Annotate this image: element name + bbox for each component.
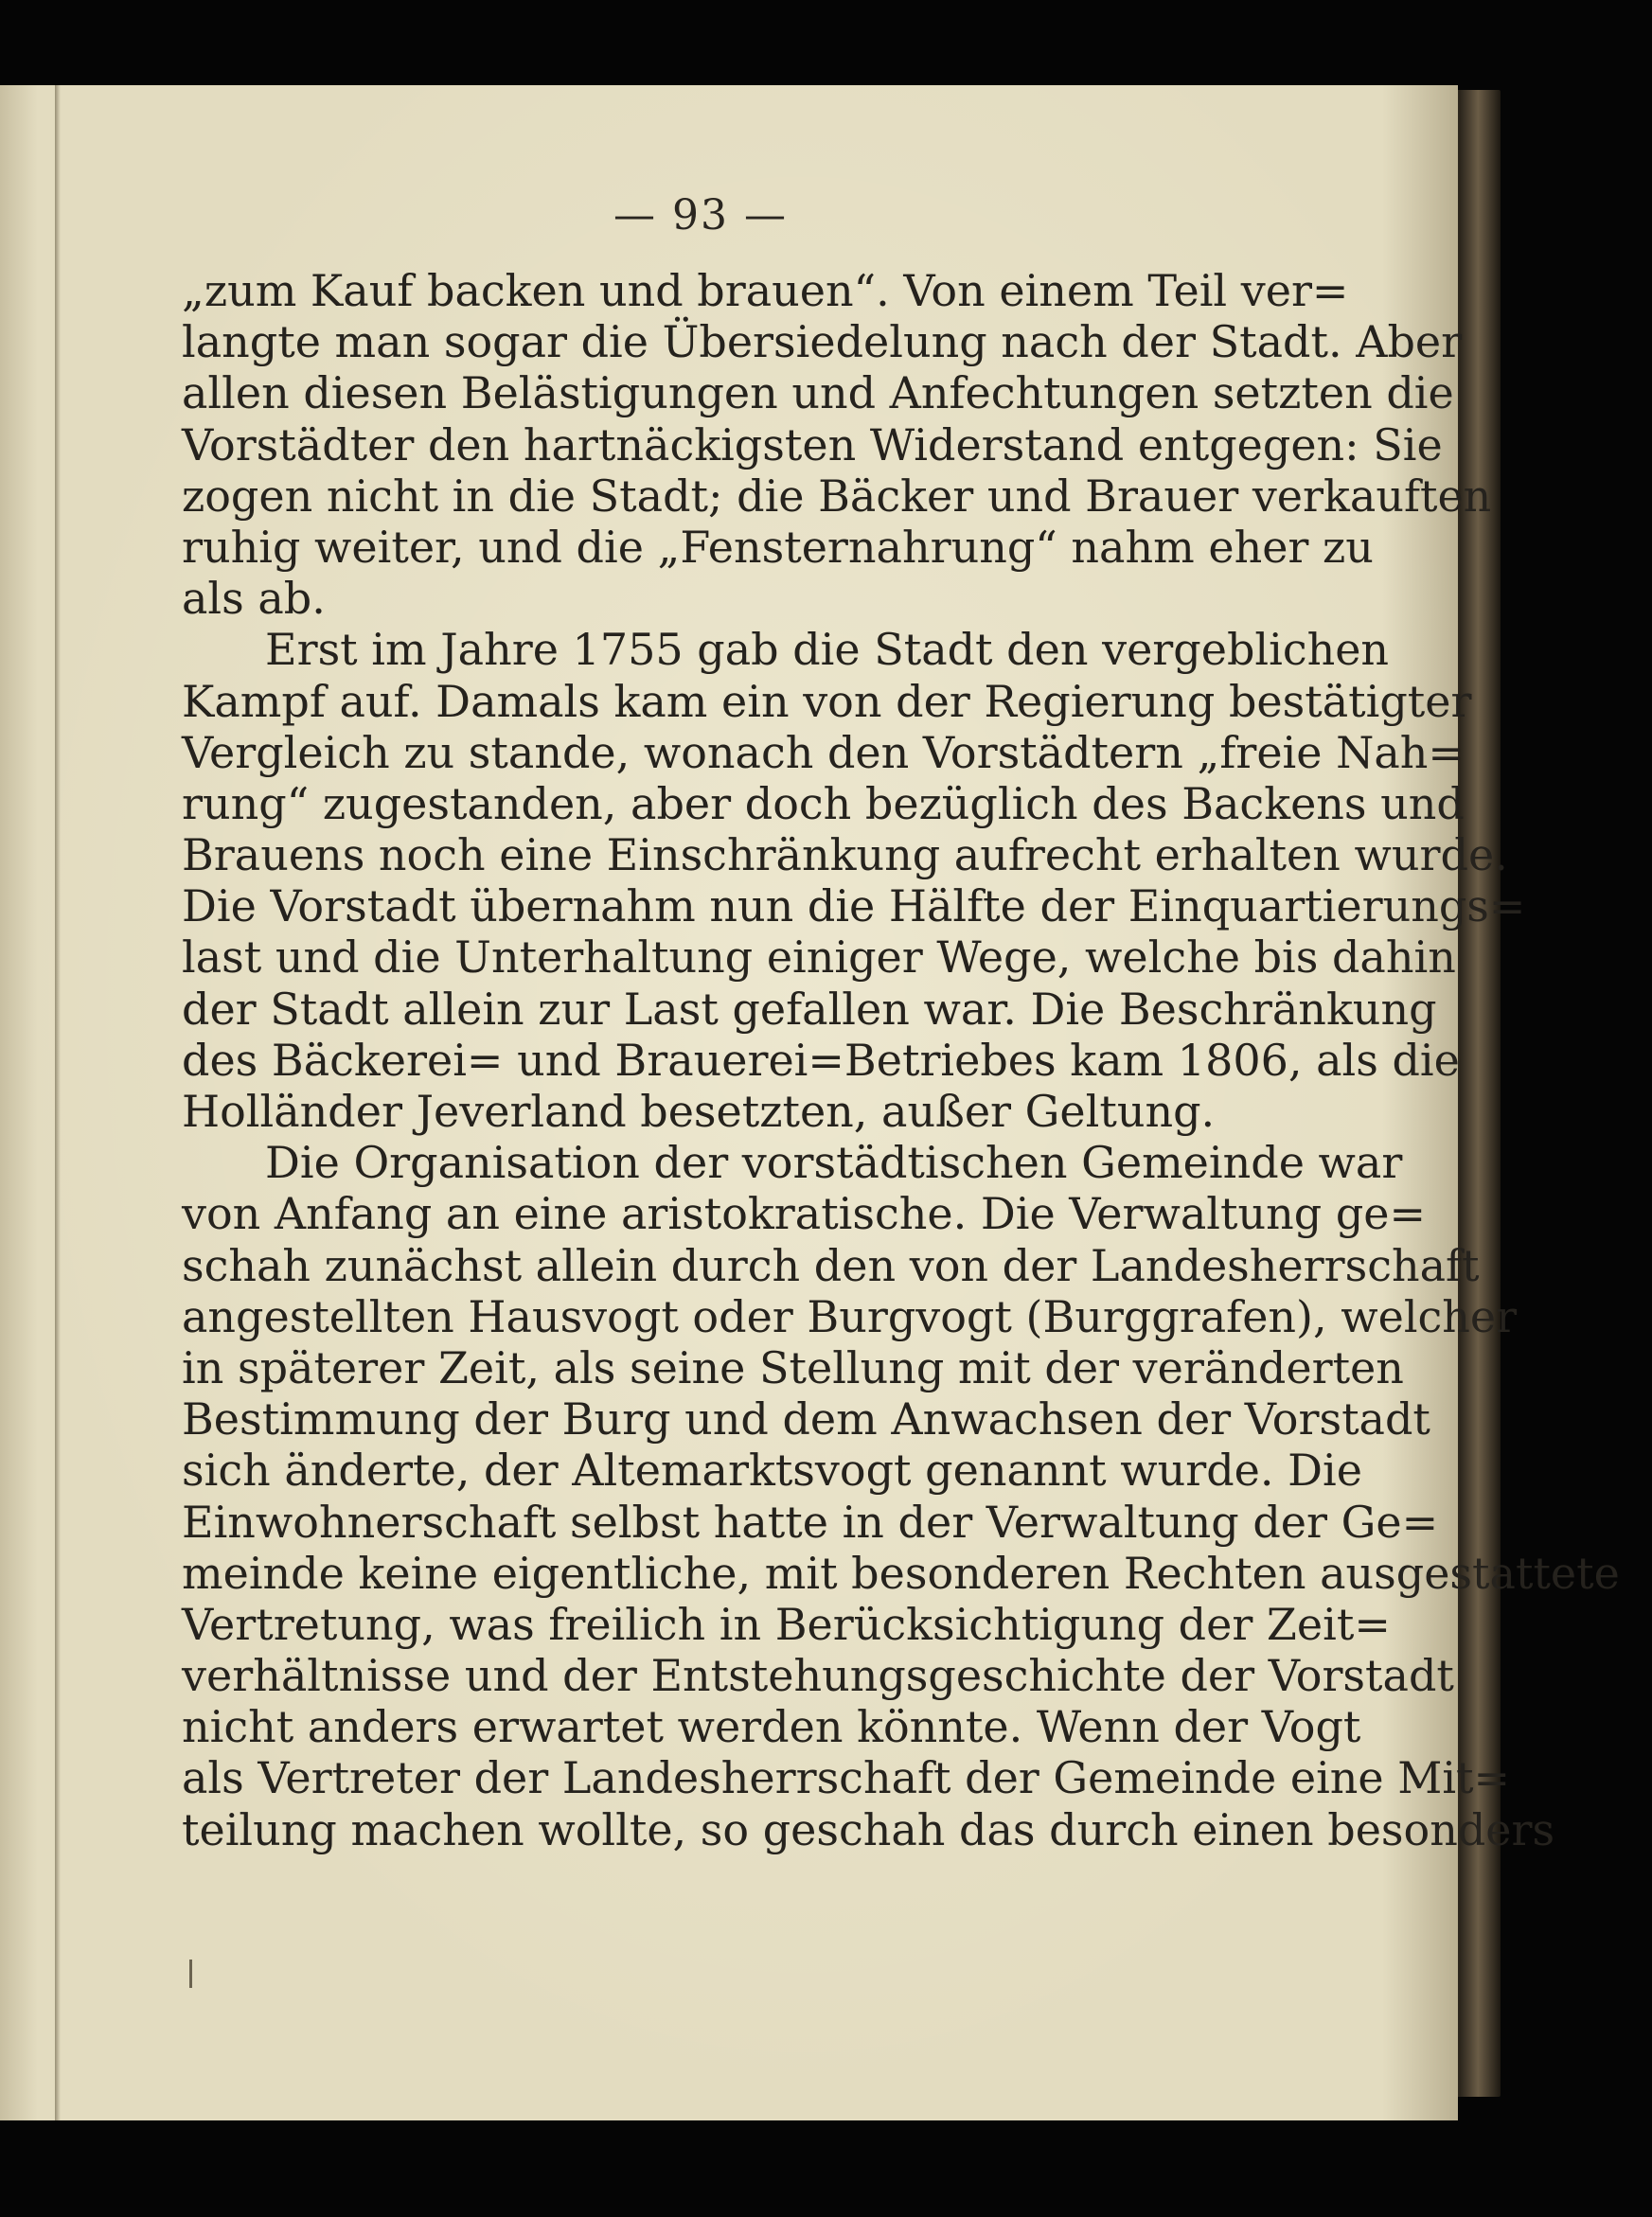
text-line: nicht anders erwartet werden könnte. Wenn der Vogt [182, 1701, 1361, 1753]
text-line: allen diesen Belästigungen und Anfechtungen setzten die [182, 367, 1454, 419]
text-line: verhältnisse und der Entstehungsgeschichte der Vorstadt [182, 1650, 1454, 1702]
paragraph-start-line: Erst im Jahre 1755 gab die Stadt den vergeblichen [265, 624, 1390, 676]
text-line: Vertretung, was freilich in Berücksichtigung der Zeit= [182, 1598, 1391, 1650]
text-line: als Vertreter der Landesherrschaft der Gemeinde eine Mit= [182, 1752, 1511, 1804]
text-line: rung“ zugestanden, aber doch bezüglich des Backens und [182, 777, 1465, 829]
text-line: teilung machen wollte, so geschah das durch einen besonders [182, 1803, 1555, 1855]
text-line: Vorstädter den hartnäckigsten Widerstand entgegen: Sie [182, 418, 1443, 470]
text-line: ruhig weiter, und die „Fensternahrung“ nahm eher zu [182, 521, 1374, 573]
text-line: meinde keine eigentliche, mit besonderen Rechten ausgestattete [182, 1547, 1620, 1599]
text-line: sich änderte, der Altemarktsvogt genannt wurde. Die [182, 1445, 1362, 1497]
text-line: des Bäckerei= und Brauerei=Betriebes kam 1806, als die [182, 1034, 1460, 1086]
text-line: „zum Kauf backen und brauen“. Von einem Teil ver= [182, 265, 1349, 316]
paragraph-start-line: Die Organisation der vorstädtischen Gemeinde war [265, 1137, 1403, 1189]
text-line: der Stadt allein zur Last gefallen war. Die Beschränkung [182, 983, 1437, 1035]
body-text [182, 265, 1620, 1855]
text-line: last und die Unterhaltung einiger Wege, welche bis dahin [182, 931, 1456, 984]
text-line: Bestimmung der Burg und dem Anwachsen der Vorstadt [182, 1393, 1430, 1445]
text-line: Einwohnerschaft selbst hatte in der Verwaltung der Ge= [182, 1496, 1439, 1548]
text-line: schah zunächst allein durch den von der Landesherrschaft [182, 1239, 1480, 1291]
text-line: Die Vorstadt übernahm nun die Hälfte der Einquartierungs= [182, 880, 1526, 932]
text-line: angestellten Hausvogt oder Burgvogt (Burggrafen), welcher [182, 1290, 1518, 1342]
text-line: als ab. [182, 573, 326, 625]
text-line: von Anfang an eine aristokratische. Die Verwaltung ge= [182, 1188, 1427, 1240]
text-line: Holländer Jeverland besetzten, außer Geltung. [182, 1086, 1216, 1137]
book-page [0, 85, 1620, 2120]
text-line: langte man sogar die Übersiedelung nach der Stadt. Aber [182, 316, 1463, 368]
text-line: Brauens noch eine Einschränkung aufrecht erhalten wurde. [182, 829, 1508, 881]
margin-mark [189, 1960, 192, 1988]
page-gutter [55, 85, 61, 2120]
text-line: Vergleich zu stande, wonach den Vorstädtern „freie Nah= [182, 726, 1465, 778]
text-line: Kampf auf. Damals kam ein von der Regierung bestätigter [182, 675, 1472, 727]
page-number: — 93 — [613, 191, 788, 239]
text-line: in späterer Zeit, als seine Stellung mit der veränderten [182, 1341, 1404, 1393]
text-line: zogen nicht in die Stadt; die Bäcker und Brauer verkauften [182, 470, 1492, 522]
